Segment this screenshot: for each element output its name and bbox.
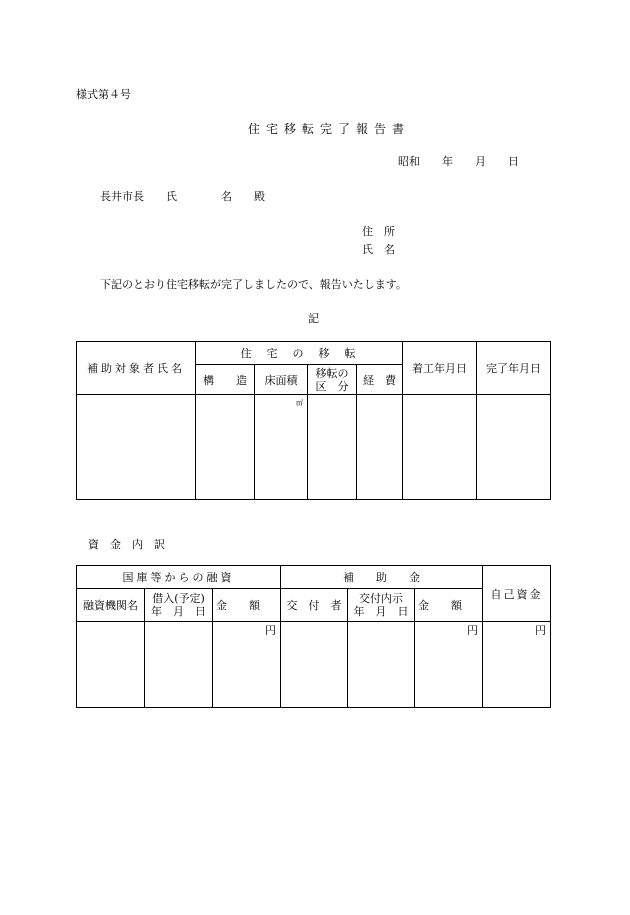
header-relocation-type-line1: 移転の	[315, 366, 349, 380]
area-unit: ㎡	[296, 399, 303, 407]
header-start-date: 着工年月日	[403, 342, 477, 395]
header-subsidy: 補 助 金	[281, 566, 483, 589]
header-grant-date-line2: 年 月 日	[353, 605, 409, 618]
header-structure: 構 造	[196, 365, 255, 395]
cell-lender	[77, 622, 145, 708]
cell-relocation-type	[308, 395, 357, 500]
header-borrow-date-line1: 借入(予定)	[152, 592, 205, 605]
name-label: 氏 名	[362, 243, 395, 256]
loan-yen-unit: 円	[265, 624, 277, 637]
header-grant-date-line1: 交付内示	[359, 592, 404, 605]
funds-table	[76, 565, 551, 708]
form-number: 様式第４号	[76, 88, 131, 101]
funds-title: 資 金 内 訳	[88, 538, 165, 551]
header-cost: 経 費	[357, 365, 403, 395]
date-line: 昭和 年 月 日	[398, 155, 519, 168]
header-relocation: 住 宅 の 移 転	[196, 342, 403, 365]
header-grant-date	[348, 589, 415, 622]
header-own-funds: 自己資金	[483, 566, 551, 622]
relocation-table	[76, 341, 551, 500]
header-loan-amount: 金 額	[213, 589, 281, 622]
header-floor-area: 床面積	[255, 365, 308, 395]
cell-floor-area	[255, 395, 308, 500]
address-label: 住 所	[362, 225, 395, 238]
cell-subject-name	[77, 395, 196, 500]
cell-cost	[357, 395, 403, 500]
header-subsidy-amount: 金 額	[415, 589, 483, 622]
page-title: 住宅移転完了報告書	[248, 122, 411, 136]
ki-mark: 記	[308, 312, 319, 325]
header-subject-name: 補助対象者氏名	[77, 342, 196, 395]
header-borrow-date-line2: 年 月 日	[151, 605, 206, 618]
own-funds-yen-unit: 円	[535, 624, 547, 637]
cell-borrow-date	[145, 622, 213, 708]
header-finish-date: 完了年月日	[477, 342, 551, 395]
intro-text: 下記のとおり住宅移転が完了しましたので、報告いたします。	[100, 278, 407, 291]
cell-grantor	[281, 622, 348, 708]
cell-grant-date	[348, 622, 415, 708]
cell-structure	[196, 395, 255, 500]
header-grantor: 交 付 者	[281, 589, 348, 622]
header-lender: 融資機関名	[77, 589, 145, 622]
header-loans: 国庫等からの融資	[77, 566, 281, 589]
header-borrow-date	[145, 589, 213, 622]
cell-start-date	[403, 395, 477, 500]
subsidy-yen-unit: 円	[467, 624, 479, 637]
cell-own-funds	[483, 622, 551, 708]
addressee: 長井市長 氏 名 殿	[100, 190, 265, 203]
header-relocation-type-line2: 区 分	[315, 379, 349, 393]
cell-loan-amount	[213, 622, 281, 708]
cell-subsidy-amount	[415, 622, 483, 708]
cell-finish-date	[477, 395, 551, 500]
header-relocation-type	[308, 365, 357, 395]
